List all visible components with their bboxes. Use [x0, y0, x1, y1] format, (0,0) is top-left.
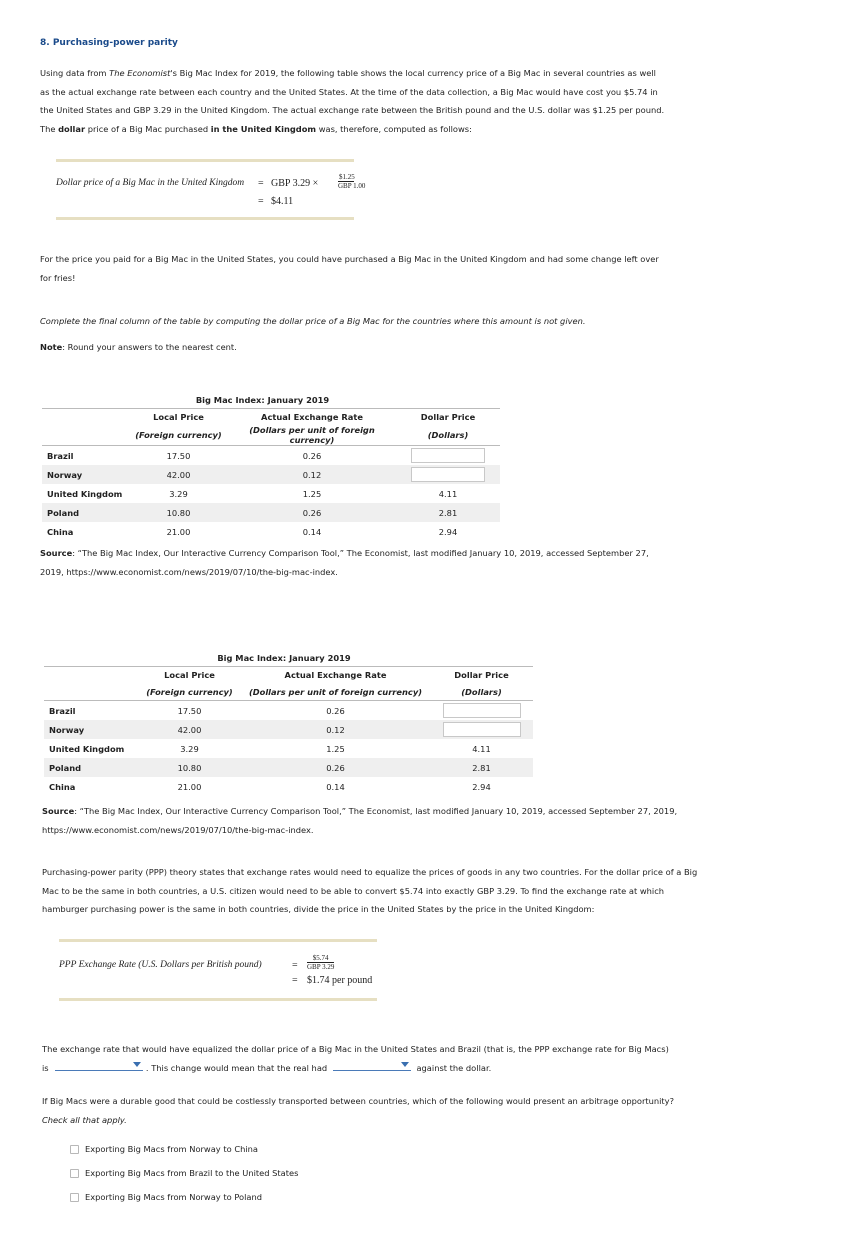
arbitrage-question — [42, 1092, 682, 1129]
formula-label: Dollar price of a Big Mac in the United Kingdom — [56, 178, 245, 188]
intro-bold-dollar: dollar — [58, 123, 86, 134]
country-name: Poland — [42, 503, 129, 522]
arbitrage-hint: Check all that apply. — [42, 1114, 127, 1125]
formula-fraction — [338, 173, 366, 190]
ppp-formula-equals-1: = — [292, 960, 298, 971]
instruction-text: Complete the final column of the table by computing the dollar price of a Big Mac for the countries where this amount is not given. — [40, 316, 586, 326]
exchange-question-is: is — [42, 1062, 49, 1073]
intro-paragraph — [40, 64, 665, 138]
big-mac-table-1 — [42, 392, 500, 541]
formula-term: GBP 3.29 × — [271, 178, 319, 189]
table-source-1 — [40, 544, 660, 581]
header-local-price-unit: (Foreign currency) — [129, 425, 228, 446]
intro-text-2: 's Big Mac Index for 2019, the following table shows the local currency price of a Big Mac in several countries as well as the actual exchange rate between each country and the United States. At the time of the data collection, a Big Mac would have cost you $5.74 in the United States and GBP 3.29 in the United Kingdom. The actual exchange rate between the British pound and the U.S. dollar was $1.25 per pound. The — [40, 68, 665, 134]
option-label: Exporting Big Macs from Norway to China — [85, 1144, 259, 1154]
header-dollar-price: Dollar Price — [430, 667, 533, 684]
source-label: Source — [42, 806, 75, 816]
exchange-question-text-3: against the dollar. — [416, 1062, 492, 1073]
table-row — [44, 777, 533, 796]
option-label: Exporting Big Macs from Brazil to the United States — [85, 1168, 299, 1178]
formula-equals-2: = — [258, 196, 264, 207]
ppp-formula-equals-2: = — [292, 975, 298, 986]
table-row — [44, 720, 533, 739]
ppp-formula-fraction — [307, 954, 334, 971]
fraction-denominator: GBP 1.00 — [338, 182, 366, 190]
country-name: Norway — [44, 720, 138, 739]
fraction-numerator: $1.25 — [339, 173, 355, 181]
exchange-rate: 0.14 — [326, 781, 345, 792]
intro-source-name: The Economist — [109, 68, 171, 78]
arbitrage-option[interactable] — [70, 1168, 298, 1178]
local-price: 17.50 — [166, 450, 191, 461]
local-price: 21.00 — [177, 781, 202, 792]
local-price: 3.29 — [169, 488, 188, 499]
dollar-price: 4.11 — [438, 488, 458, 499]
dollar-price: 2.81 — [396, 503, 500, 522]
formula-result: $4.11 — [271, 196, 294, 207]
exchange-question-text: The exchange rate that would have equalized the dollar price of a Big Mac in the United States and Brazil (that is, the PPP exchange rate for Big Macs) — [42, 1044, 669, 1054]
source-text: : “The Big Mac Index, Our Interactive Currency Comparison Tool,” The Economist, last modified January 10, 2019, accessed September 27, 2019, https://www.economist.com/news/2019/07/10/the-big-mac-index. — [42, 806, 678, 835]
table-row — [42, 484, 500, 503]
table-caption: Big Mac Index: January 2019 — [195, 395, 330, 405]
dollar-price-input-brazil[interactable] — [443, 703, 521, 718]
intro-bold-uk: in the United Kingdom — [210, 123, 317, 134]
header-exchange-rate: Actual Exchange Rate — [228, 409, 396, 426]
note-text: : Round your answers to the nearest cent. — [62, 342, 237, 352]
header-dollar-price: Dollar Price — [396, 409, 500, 426]
real-change-dropdown[interactable] — [333, 1059, 411, 1071]
checkbox-norway-china[interactable] — [70, 1145, 79, 1154]
dollar-price: 2.94 — [472, 781, 491, 792]
intro-text-4: was, therefore, computed as follows: — [316, 123, 472, 134]
local-price: 42.00 — [129, 465, 228, 484]
table-caption: Big Mac Index: January 2019 — [217, 653, 351, 663]
table-row — [44, 758, 533, 777]
local-price: 42.00 — [138, 720, 241, 739]
ppp-fraction-denominator: GBP 3.29 — [307, 963, 335, 971]
table-row — [44, 739, 533, 758]
local-price: 10.80 — [129, 503, 228, 522]
header-local-price: Local Price — [129, 409, 228, 426]
formula-equals-1: = — [258, 178, 264, 189]
chevron-down-icon — [133, 1062, 141, 1067]
country-name: United Kingdom — [49, 743, 125, 754]
exchange-rate: 0.12 — [228, 465, 396, 484]
arbitrage-option[interactable] — [70, 1192, 262, 1202]
big-mac-table-2 — [44, 650, 533, 796]
header-exchange-rate-unit: (Dollars per unit of foreign currency) — [241, 683, 430, 701]
country-name: Poland — [44, 758, 138, 777]
country-name: China — [47, 526, 74, 537]
table-row — [42, 465, 500, 484]
dollar-price: 2.94 — [438, 526, 458, 537]
ppp-paragraph: Purchasing-power parity (PPP) theory states that exchange rates would need to equalize the prices of goods in any two countries. For the dollar price of a Big Mac to be the same in both countries, a U.S. citizen would need to be able to convert $5.74 into exactly GBP 3.29. To find the exchange rate at which hamburger purchasing power is the same in both countries, divide the price in the United States by the price in the United Kingdom: — [42, 867, 698, 914]
header-dollar-price-unit: (Dollars) — [430, 683, 533, 701]
local-price: 10.80 — [138, 758, 241, 777]
ppp-formula-label: PPP Exchange Rate (U.S. Dollars per British pound) — [59, 960, 262, 970]
arbitrage-question-text: If Big Macs were a durable good that could be costlessly transported between countries, which of the following would present an arbitrage opportunity? — [42, 1096, 674, 1106]
header-local-price: Local Price — [138, 667, 241, 684]
table-row — [42, 446, 500, 466]
header-dollar-price-unit: (Dollars) — [396, 425, 500, 446]
exchange-question-text-2: . This change would mean that the real had — [145, 1062, 328, 1073]
dollar-price-input-norway[interactable] — [443, 722, 521, 737]
exchange-rate: 1.25 — [302, 488, 322, 499]
exchange-rate: 0.12 — [241, 720, 430, 739]
intro-text-1: Using data from — [40, 68, 110, 78]
checkbox-norway-poland[interactable] — [70, 1193, 79, 1202]
option-label: Exporting Big Macs from Norway to Poland — [85, 1192, 263, 1202]
local-price: 3.29 — [180, 743, 199, 754]
ppp-formula-result: $1.74 per pound — [307, 975, 373, 986]
country-name: China — [49, 781, 76, 792]
local-price: 21.00 — [166, 526, 191, 537]
table-row — [44, 701, 533, 721]
ppp-rate-dropdown[interactable] — [55, 1059, 143, 1071]
country-name: United Kingdom — [47, 488, 123, 499]
table-row — [42, 503, 500, 522]
dollar-price: 2.81 — [430, 758, 533, 777]
exchange-rate: 0.26 — [302, 450, 322, 461]
header-exchange-rate: Actual Exchange Rate — [241, 667, 430, 684]
header-local-price-unit: (Foreign currency) — [138, 683, 241, 701]
exchange-rate: 0.26 — [228, 503, 396, 522]
note-label: Note — [40, 342, 63, 352]
source-label: Source — [40, 548, 73, 558]
country-name: Norway — [42, 465, 129, 484]
intro-text-3: price of a Big Mac purchased — [85, 123, 211, 134]
exchange-question — [42, 1040, 722, 1077]
dollar-price-input-norway[interactable] — [411, 467, 485, 482]
exchange-rate: 0.26 — [241, 758, 430, 777]
note — [40, 338, 237, 357]
question-title: 8. Purchasing-power parity — [40, 38, 178, 48]
local-price: 17.50 — [177, 705, 202, 716]
source-text: : “The Big Mac Index, Our Interactive Currency Comparison Tool,” The Economist, last modified January 10, 2019, accessed September 27, 2019, https://www.economist.com/news/2019/07/10/the-big-mac-index. — [40, 548, 649, 577]
ppp-fraction-numerator: $5.74 — [307, 954, 334, 963]
dollar-price-input-brazil[interactable] — [411, 448, 485, 463]
exchange-rate: 1.25 — [326, 743, 345, 754]
arbitrage-option[interactable] — [70, 1144, 258, 1154]
dollar-price: 4.11 — [472, 743, 491, 754]
country-name: Brazil — [49, 705, 76, 716]
exchange-rate: 0.26 — [326, 705, 345, 716]
fries-paragraph: For the price you paid for a Big Mac in the United States, you could have purchased a Big Mac in the United Kingdom and had some change left over for fries! — [40, 254, 659, 283]
chevron-down-icon — [401, 1062, 409, 1067]
dollar-price-formula — [56, 159, 366, 220]
table-source-2 — [42, 802, 702, 839]
country-name: Brazil — [47, 450, 74, 461]
exchange-rate: 0.14 — [302, 526, 322, 537]
ppp-formula — [59, 939, 377, 1001]
header-exchange-rate-unit: (Dollars per unit of foreign currency) — [228, 425, 396, 446]
table-row — [42, 522, 500, 541]
checkbox-brazil-us[interactable] — [70, 1169, 79, 1178]
